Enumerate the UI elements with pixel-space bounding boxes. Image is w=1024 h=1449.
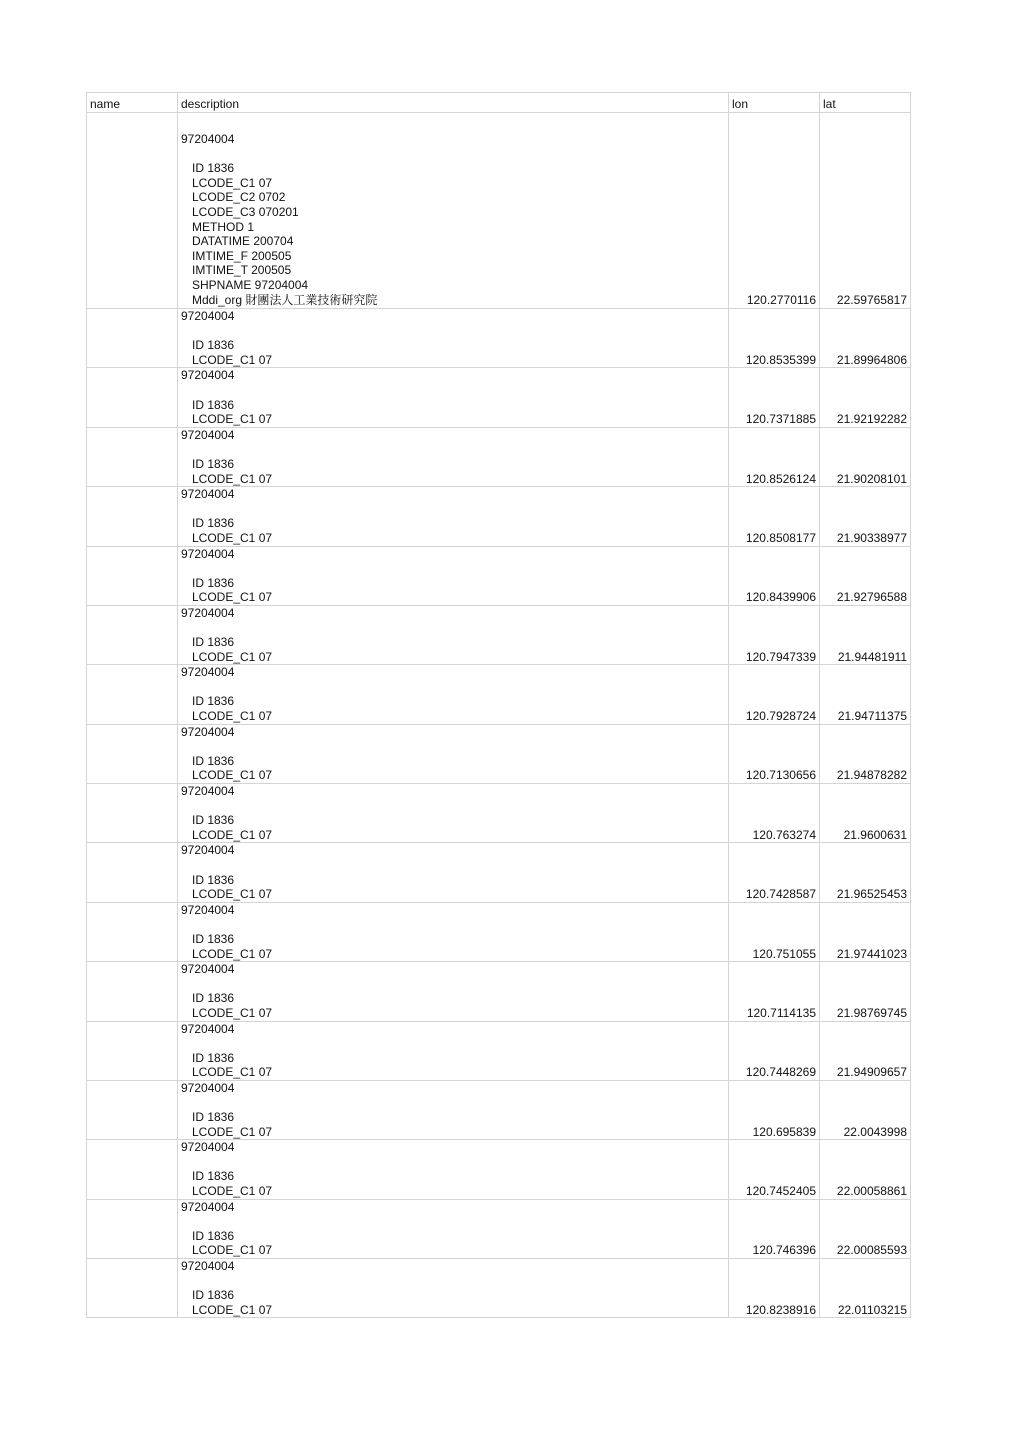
cell-description	[178, 113, 729, 309]
description-field: LCODE_C1 07	[192, 946, 273, 961]
cell-lon: 120.7114135	[729, 962, 820, 1021]
table-row	[87, 1021, 911, 1080]
cell-name	[87, 113, 178, 309]
cell-lat: 21.9600631	[820, 784, 911, 843]
cell-name	[87, 546, 178, 605]
cell-lon: 120.7947339	[729, 605, 820, 664]
description-field: LCODE_C3 070201	[192, 204, 299, 219]
description-field: LCODE_C1 07	[192, 412, 273, 427]
description-field: LCODE_C1 07	[192, 471, 273, 486]
cell-lat: 21.94878282	[820, 724, 911, 783]
cell-lat: 21.90208101	[820, 427, 911, 486]
table-body	[87, 113, 911, 1318]
description-field: LCODE_C1 07	[192, 768, 273, 783]
cell-lat: 22.01103215	[820, 1259, 911, 1318]
cell-name	[87, 309, 178, 368]
description-title: 97204004	[181, 487, 235, 502]
description-title: 97204004	[181, 724, 235, 739]
description-title: 97204004	[181, 427, 235, 442]
description-field: Mddi_org 財團法人工業技術研究院	[192, 292, 378, 307]
description-title: 97204004	[181, 605, 235, 620]
table-row	[87, 784, 911, 843]
description-title: 97204004	[181, 546, 235, 561]
description-field: DATATIME 200704	[192, 234, 294, 249]
description-title: 97204004	[181, 309, 235, 323]
cell-name	[87, 1259, 178, 1318]
cell-lon: 120.7448269	[729, 1021, 820, 1080]
cell-name	[87, 427, 178, 486]
header-description: description	[178, 93, 729, 113]
description-field: LCODE_C1 07	[192, 175, 273, 190]
cell-lon: 120.8526124	[729, 427, 820, 486]
cell-name	[87, 843, 178, 902]
cell-lon: 120.2770116	[729, 113, 820, 309]
description-field: ID 1836	[192, 1110, 235, 1125]
cell-name	[87, 605, 178, 664]
cell-lat: 21.98769745	[820, 962, 911, 1021]
description-field: ID 1836	[192, 1169, 235, 1184]
cell-name	[87, 1199, 178, 1258]
cell-lon: 120.695839	[729, 1080, 820, 1139]
cell-lat: 21.92192282	[820, 368, 911, 427]
cell-lon: 120.7452405	[729, 1140, 820, 1199]
cell-description	[178, 368, 729, 427]
cell-description	[178, 665, 729, 724]
cell-description	[178, 1199, 729, 1258]
cell-description	[178, 605, 729, 664]
cell-lon: 120.8238916	[729, 1259, 820, 1318]
cell-lat: 21.89964806	[820, 309, 911, 368]
cell-name	[87, 1140, 178, 1199]
description-field: LCODE_C1 07	[192, 649, 273, 664]
description-field: LCODE_C1 07	[192, 827, 273, 842]
description-field: METHOD 1	[192, 219, 255, 234]
cell-lon: 120.763274	[729, 784, 820, 843]
cell-description	[178, 902, 729, 961]
cell-lat: 21.96525453	[820, 843, 911, 902]
description-field: ID 1836	[192, 1288, 235, 1303]
cell-name	[87, 902, 178, 961]
table-row	[87, 1259, 911, 1318]
description-field: IMTIME_T 200505	[192, 263, 292, 278]
description-field: ID 1836	[192, 456, 235, 471]
table-row	[87, 309, 911, 368]
description-field: SHPNAME 97204004	[192, 277, 309, 292]
table-row	[87, 546, 911, 605]
description-field: LCODE_C1 07	[192, 1302, 273, 1317]
cell-lon: 120.7928724	[729, 665, 820, 724]
cell-lat: 21.90338977	[820, 487, 911, 546]
table-row	[87, 1080, 911, 1139]
table-row	[87, 1140, 911, 1199]
cell-description	[178, 487, 729, 546]
description-title: 97204004	[181, 1199, 235, 1214]
description-field: LCODE_C1 07	[192, 1124, 273, 1139]
description-title: 97204004	[181, 368, 235, 383]
cell-description	[178, 1140, 729, 1199]
description-title: 97204004	[181, 1021, 235, 1036]
cell-name	[87, 368, 178, 427]
description-field: ID 1836	[192, 1050, 235, 1065]
cell-description	[178, 427, 729, 486]
cell-description	[178, 962, 729, 1021]
table-row	[87, 665, 911, 724]
cell-description	[178, 724, 729, 783]
header-lat: lat	[820, 93, 911, 113]
cell-lat: 21.92796588	[820, 546, 911, 605]
description-title: 97204004	[181, 132, 235, 146]
cell-name	[87, 487, 178, 546]
description-field: LCODE_C1 07	[192, 530, 273, 545]
table-row	[87, 724, 911, 783]
description-field: ID 1836	[192, 575, 235, 590]
table-row	[87, 427, 911, 486]
cell-lat: 22.00085593	[820, 1199, 911, 1258]
cell-name	[87, 1080, 178, 1139]
cell-description	[178, 1259, 729, 1318]
description-title: 97204004	[181, 1140, 235, 1155]
cell-lat: 21.94481911	[820, 605, 911, 664]
description-title: 97204004	[181, 1259, 235, 1273]
description-field: ID 1836	[192, 813, 235, 828]
description-field: LCODE_C1 07	[192, 1184, 273, 1199]
description-field: ID 1836	[192, 1228, 235, 1243]
data-table	[86, 92, 911, 1318]
header-row	[87, 93, 911, 113]
description-field: LCODE_C1 07	[192, 352, 273, 367]
description-field: ID 1836	[192, 338, 235, 353]
description-field: LCODE_C1 07	[192, 590, 273, 605]
description-field: ID 1836	[192, 516, 235, 531]
cell-name	[87, 784, 178, 843]
cell-description	[178, 546, 729, 605]
table-row	[87, 487, 911, 546]
description-title: 97204004	[181, 784, 235, 798]
cell-lon: 120.7371885	[729, 368, 820, 427]
description-field: ID 1836	[192, 694, 235, 709]
description-title: 97204004	[181, 962, 235, 977]
cell-name	[87, 724, 178, 783]
cell-name	[87, 1021, 178, 1080]
cell-description	[178, 1080, 729, 1139]
cell-lat: 21.94711375	[820, 665, 911, 724]
description-field: ID 1836	[192, 635, 235, 650]
description-field: ID 1836	[192, 872, 235, 887]
table-row	[87, 843, 911, 902]
table-row	[87, 605, 911, 664]
cell-lat: 22.0043998	[820, 1080, 911, 1139]
description-field: LCODE_C1 07	[192, 887, 273, 902]
description-field: ID 1836	[192, 931, 235, 946]
cell-name	[87, 665, 178, 724]
cell-description	[178, 784, 729, 843]
description-title: 97204004	[181, 665, 235, 680]
cell-lon: 120.8508177	[729, 487, 820, 546]
description-title: 97204004	[181, 843, 235, 858]
table-row	[87, 902, 911, 961]
description-field: IMTIME_F 200505	[192, 248, 292, 263]
description-field: ID 1836	[192, 991, 235, 1006]
description-field: LCODE_C1 07	[192, 1005, 273, 1020]
cell-lon: 120.7130656	[729, 724, 820, 783]
description-field: LCODE_C1 07	[192, 709, 273, 724]
description-field: LCODE_C1 07	[192, 1065, 273, 1080]
cell-lat: 22.00058861	[820, 1140, 911, 1199]
cell-lon: 120.7428587	[729, 843, 820, 902]
description-field: ID 1836	[192, 753, 235, 768]
table-row	[87, 1199, 911, 1258]
description-field: LCODE_C1 07	[192, 1243, 273, 1258]
cell-description	[178, 843, 729, 902]
cell-lon: 120.746396	[729, 1199, 820, 1258]
cell-name	[87, 962, 178, 1021]
cell-description	[178, 309, 729, 368]
description-title: 97204004	[181, 902, 235, 917]
cell-lon: 120.751055	[729, 902, 820, 961]
description-field: ID 1836	[192, 397, 235, 412]
description-field: ID 1836	[192, 161, 235, 176]
cell-description	[178, 1021, 729, 1080]
description-title: 97204004	[181, 1080, 235, 1095]
cell-lat: 21.97441023	[820, 902, 911, 961]
table-row	[87, 962, 911, 1021]
header-name: name	[87, 93, 178, 113]
cell-lat: 22.59765817	[820, 113, 911, 309]
cell-lon: 120.8439906	[729, 546, 820, 605]
header-lon: lon	[729, 93, 820, 113]
table-row	[87, 113, 911, 309]
description-field: LCODE_C2 0702	[192, 190, 286, 205]
cell-lat: 21.94909657	[820, 1021, 911, 1080]
table-row	[87, 368, 911, 427]
cell-lon: 120.8535399	[729, 309, 820, 368]
